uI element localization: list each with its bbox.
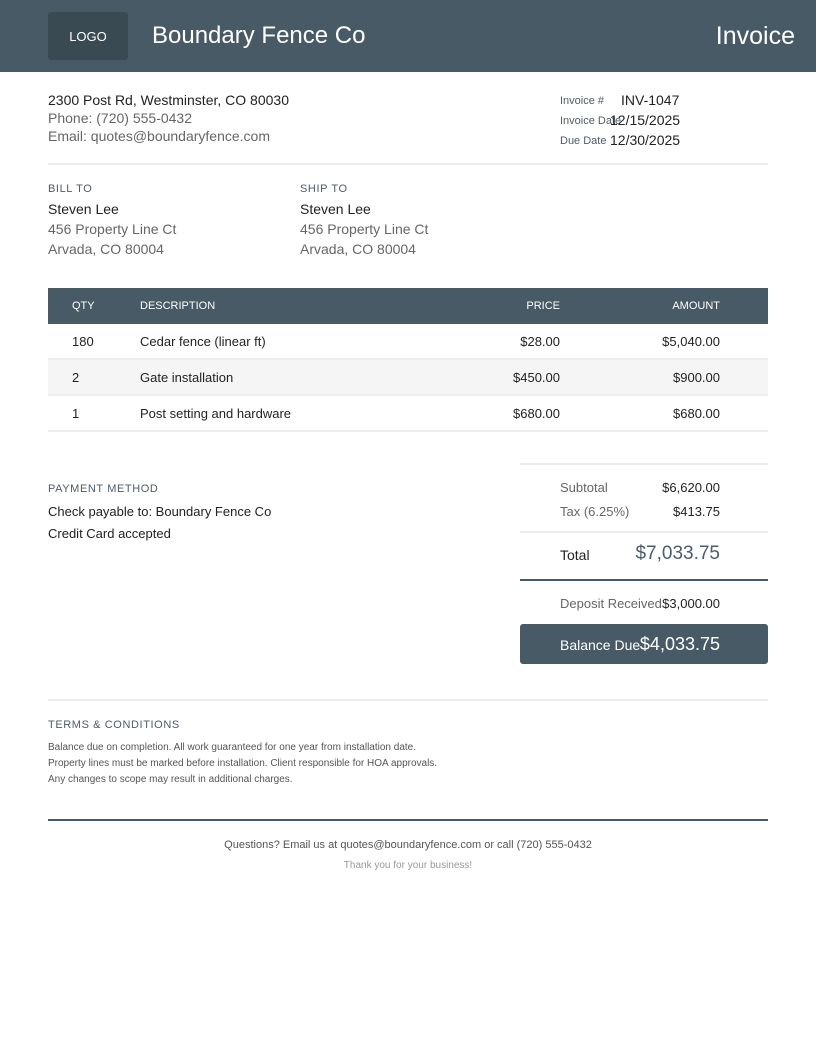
document-title: Invoice [715,22,795,50]
due-date: 12/30/2025 [610,132,681,148]
deposit-label: Deposit Received [560,596,662,611]
row-price: $450.00 [513,370,560,385]
company-name: Boundary Fence Co [152,22,366,49]
footer-thanks: Thank you for your business! [343,860,473,871]
row-price: $680.00 [513,406,560,421]
invoice-number-label: Invoice # [560,95,605,107]
row-price: $28.00 [520,334,560,349]
ship-to-street: 456 Property Line Ct [300,221,429,237]
column-price: PRICE [526,300,560,312]
column-qty: QTY [72,300,95,312]
column-amount: AMOUNT [672,300,720,312]
logo-text: LOGO [69,28,107,44]
tax-label: Tax (6.25%) [560,504,630,519]
row-qty: 180 [72,334,94,349]
payment-line: Credit Card accepted [48,526,171,541]
invoice-date-label: Invoice Date [560,115,622,127]
balance-due-label: Balance Due [560,637,641,653]
terms-line: Any changes to scope may result in additional charges. [48,774,293,785]
payment-method-label: PAYMENT METHOD [48,483,159,495]
invoice-date: 12/15/2025 [610,112,681,128]
line-items-header [48,288,768,324]
ship-to-city: Arvada, CO 80004 [300,241,416,257]
total-underline [520,579,768,581]
invoice-number: INV-1047 [621,92,680,108]
company-email: Email: quotes@boundaryfence.com [48,128,270,144]
bill-to-street: 456 Property Line Ct [48,221,177,237]
row-qty: 2 [72,370,80,385]
deposit-value: $3,000.00 [662,596,720,611]
footer-divider [48,819,768,821]
bill-to-city: Arvada, CO 80004 [48,241,164,257]
invoice-header [0,0,816,72]
payment-line: Check payable to: Boundary Fence Co [48,504,272,519]
row-amount: $5,040.00 [662,334,720,349]
subtotal-value: $6,620.00 [662,480,720,495]
terms-line: Property lines must be marked before installation. Client responsible for HOA approvals. [48,758,438,769]
company-logo [48,12,128,60]
subtotal-label: Subtotal [560,480,608,495]
total-value: $7,033.75 [635,543,720,564]
divider [48,699,768,701]
table-row [48,360,768,396]
totals-divider [520,531,768,533]
row-qty: 1 [72,406,80,421]
balance-due-box [520,624,768,664]
due-date-label: Due Date [560,135,607,147]
company-address: 2300 Post Rd, Westminster, CO 80030 [48,92,289,108]
terms-line: Balance due on completion. All work guaranteed for one year from installation date. [48,742,416,753]
divider [48,163,768,165]
row-description: Cedar fence (linear ft) [140,334,266,349]
column-description: DESCRIPTION [140,300,216,312]
terms-label: TERMS & CONDITIONS [48,719,180,731]
totals-top-divider [520,463,768,465]
balance-due-value: $4,033.75 [639,634,720,654]
total-label: Total [560,547,590,563]
company-phone: Phone: (720) 555-0432 [48,110,192,126]
bill-to-name: Steven Lee [48,201,119,217]
table-row [48,324,768,360]
row-description: Post setting and hardware [140,406,292,421]
bill-to-label: BILL TO [48,183,93,195]
footer-contact: Questions? Email us at quotes@boundaryfence.com or call (720) 555-0432 [224,839,592,851]
ship-to-name: Steven Lee [300,201,371,217]
row-description: Gate installation [140,370,234,385]
row-amount: $680.00 [673,406,720,421]
table-row [48,396,768,432]
tax-value: $413.75 [673,504,720,519]
row-amount: $900.00 [673,370,720,385]
ship-to-label: SHIP TO [300,183,348,195]
